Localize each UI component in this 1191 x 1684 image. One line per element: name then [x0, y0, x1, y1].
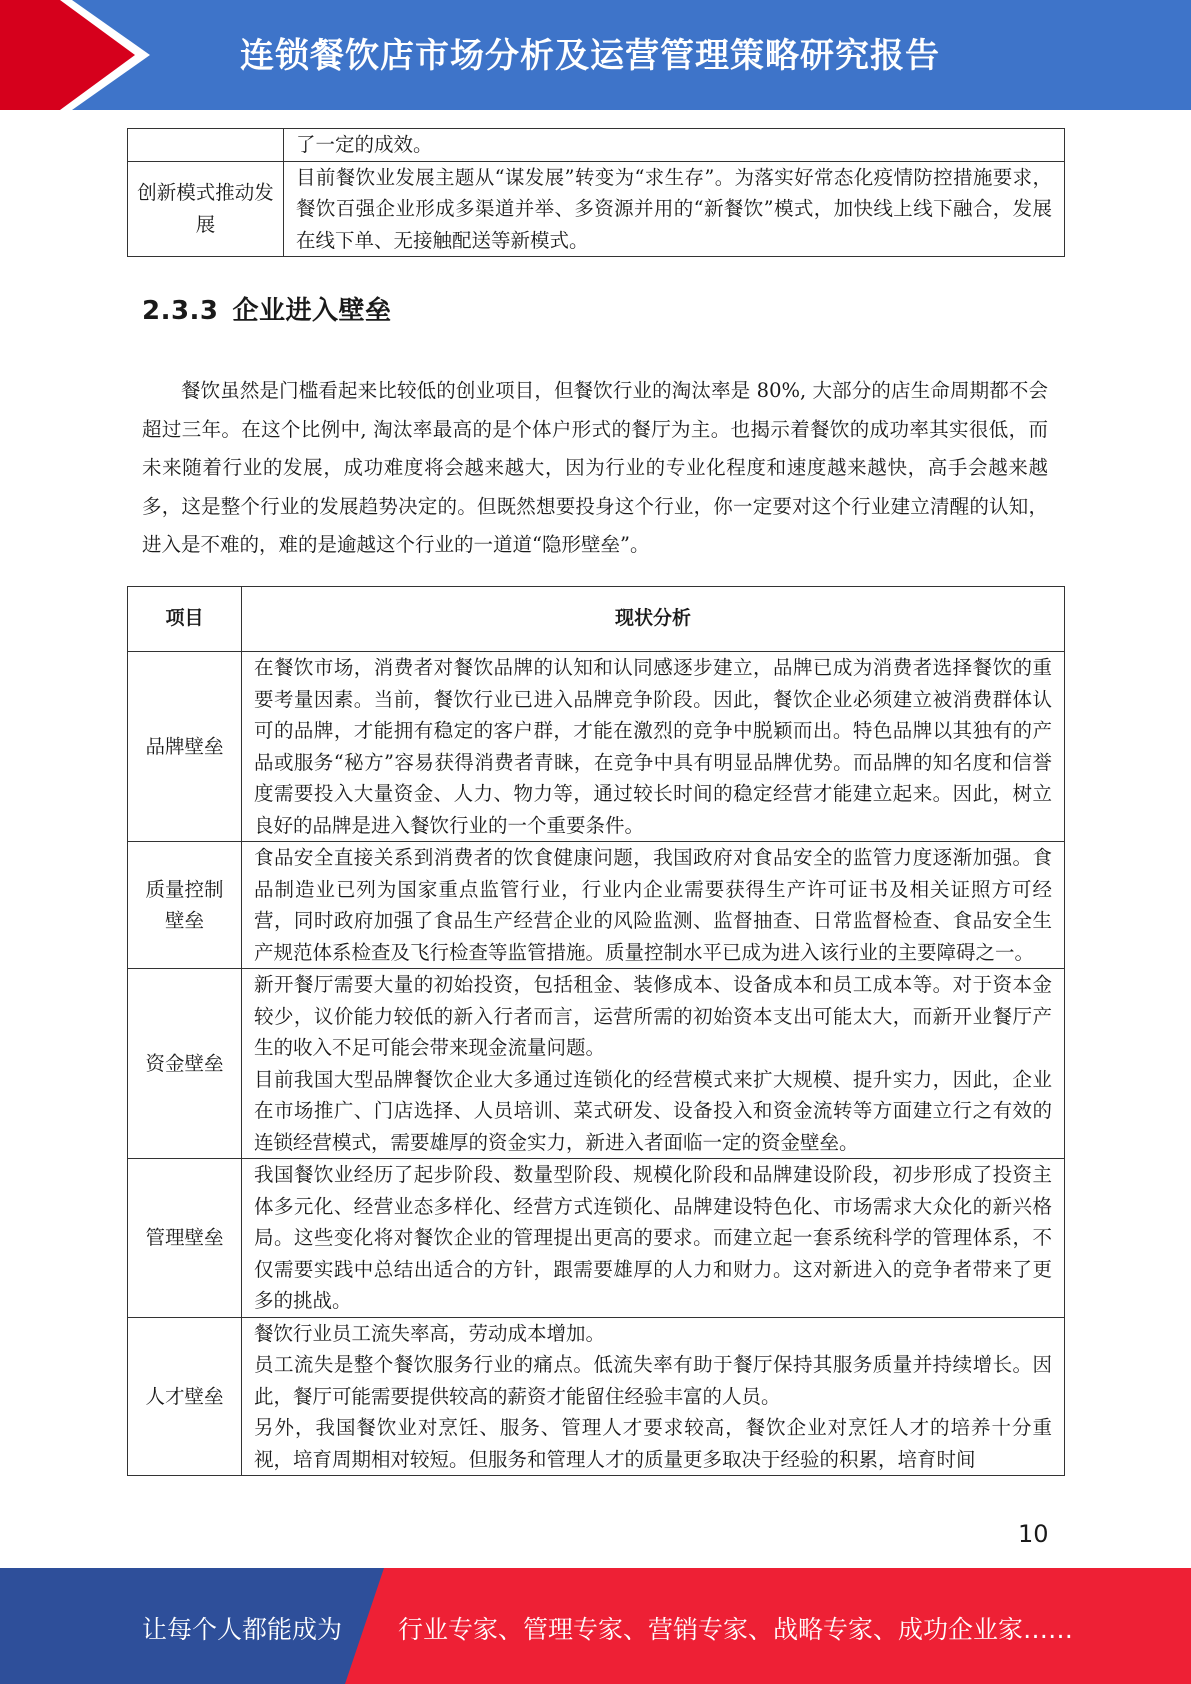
- table-row: [128, 1159, 1065, 1318]
- column-header-item: 项目: [128, 587, 242, 652]
- table-cell-item: 人才壁垒: [128, 1317, 242, 1476]
- barrier-table: [127, 586, 1065, 1476]
- desc-line: 员工流失是整个餐饮服务行业的痛点。低流失率有助于餐厅保持其服务质量并持续增长。因此，餐厅可能需要提供较高的薪资才能留住经验丰富的人员。: [254, 1353, 1052, 1408]
- desc-line: 餐饮行业员工流失率高，劳动成本增加。: [254, 1321, 606, 1345]
- section-number: 2.3.3: [142, 296, 219, 326]
- footer-slogan-left: 让每个人都能成为: [142, 1615, 343, 1644]
- section-heading: [142, 290, 392, 327]
- desc-line: 我国餐饮业经历了起步阶段、数量型阶段、规模化阶段和品牌建设阶段，初步形成了投资主体多元化、经营业态多样化、经营方式连锁化、品牌建设特色化、市场需求大众化的新兴格局。这些变化将对餐饮企业的管理提出更高的要求。而建立起一套系统科学的管理体系，不仅需要实践中总结出适合的方针，跟需要雄厚的人力和财力。这对新进入的竞争者带来了更多的挑战。: [254, 1163, 1052, 1312]
- table-cell-desc: 目前餐饮业发展主题从“谋发展”转变为“求生存”。为落实好常态化疫情防控措施要求，餐饮百强企业形成多渠道并举、多资源并用的“新餐饮”模式，加快线上线下融合，发展在线下单、无接触配送等新模式。: [284, 161, 1065, 257]
- desc-line: 食品安全直接关系到消费者的饮食健康问题，我国政府对食品安全的监管力度逐渐加强。食品制造业已列为国家重点监管行业，行业内企业需要获得生产许可证书及相关证照方可经营，同时政府加强了食品生产经营企业的风险监测、监督抽查、日常监督检查、食品安全生产规范体系检查及飞行检查等监管措施。质量控制水平已成为进入该行业的主要障碍之一。: [254, 846, 1052, 964]
- table-cell-desc: [242, 1159, 1065, 1318]
- table-cell-item: 质量控制壁垒: [128, 842, 242, 969]
- table-row: [128, 652, 1065, 842]
- footer-slogan-right: 行业专家、管理专家、营销专家、战略专家、成功企业家……: [398, 1615, 1074, 1644]
- table-cell-desc: 了一定的成效。: [284, 129, 1065, 162]
- table-cell-desc: [242, 652, 1065, 842]
- desc-line: 目前我国大型品牌餐饮企业大多通过连锁化的经营模式来扩大规模、提升实力，因此，企业在市场推广、门店选择、人员培训、菜式研发、设备投入和资金流转等方面建立行之有效的连锁经营模式，需要雄厚的资金实力，新进入者面临一定的资金壁垒。: [254, 1067, 1052, 1154]
- column-header-analysis: 现状分析: [242, 587, 1065, 652]
- table-cell-desc: [242, 842, 1065, 969]
- table-cell-item: 创新模式推动发展: [128, 161, 284, 257]
- table-row: [128, 129, 1065, 162]
- body-paragraph: 餐饮虽然是门槛看起来比较低的创业项目，但餐饮行业的淘汰率是 80%, 大部分的店生命周期都不会超过三年。在这个比例中, 淘汰率最高的是个体户形式的餐厅为主。也揭示着餐饮的成功率其实很低，而未来随着行业的发展，成功难度将会越来越大，因为行业的专业化程度和速度越来越快，高手会越来越多，这是整个行业的发展趋势决定的。但既然想要投身这个行业，你一定要对这个行业建立清醒的认知，进入是不难的，难的是逾越这个行业的一道道“隐形壁垒”。: [142, 379, 1048, 556]
- table-cell-item: 资金壁垒: [128, 969, 242, 1159]
- table-cell-item: 品牌壁垒: [128, 652, 242, 842]
- page-footer: [0, 1568, 1191, 1684]
- desc-line: 新开餐厅需要大量的初始投资，包括租金、装修成本、设备成本和员工成本等。对于资本金较少，议价能力较低的新入行者而言，运营所需的初始资本支出可能太大，而新开业餐厅产生的收入不足可能会带来现金流量问题。: [254, 973, 1052, 1059]
- table-row: [128, 161, 1065, 257]
- desc-line: 在餐饮市场，消费者对餐饮品牌的认知和认同感逐步建立，品牌已成为消费者选择餐饮的重要考量因素。当前，餐饮行业已进入品牌竞争阶段。因此，餐饮企业必须建立被消费群体认可的品牌，才能拥有稳定的客户群，才能在激烈的竞争中脱颖而出。特色品牌以其独有的产品或服务“秘方”容易获得消费者青睐，在竞争中具有明显品牌优势。而品牌的知名度和信誉度需要投入大量资金、人力、物力等，通过较长时间的稳定经营才能建立起来。因此，树立良好的品牌是进入餐饮行业的一个重要条件。: [254, 656, 1052, 837]
- table-cell-item: [128, 129, 284, 162]
- section-title: 企业进入壁垒: [232, 296, 392, 326]
- report-title: 连锁餐饮店市场分析及运营管理策略研究报告: [240, 36, 940, 76]
- table-cell-item: 管理壁垒: [128, 1159, 242, 1318]
- table-cell-desc: [242, 969, 1065, 1159]
- page-number: 10: [1018, 1520, 1049, 1548]
- table-row: [128, 842, 1065, 969]
- continuation-table: [127, 128, 1065, 257]
- table-header-row: [128, 587, 1065, 652]
- table-row: [128, 1317, 1065, 1476]
- desc-line: 另外，我国餐饮业对烹饪、服务、管理人才要求较高，餐饮企业对烹饪人才的培养十分重视，培育周期相对较短。但服务和管理人才的质量更多取决于经验的积累，培育时间: [254, 1416, 1052, 1471]
- table-row: [128, 969, 1065, 1159]
- table-cell-desc: [242, 1317, 1065, 1476]
- header-arrow-icon: [0, 0, 160, 110]
- page-header: [0, 0, 1191, 110]
